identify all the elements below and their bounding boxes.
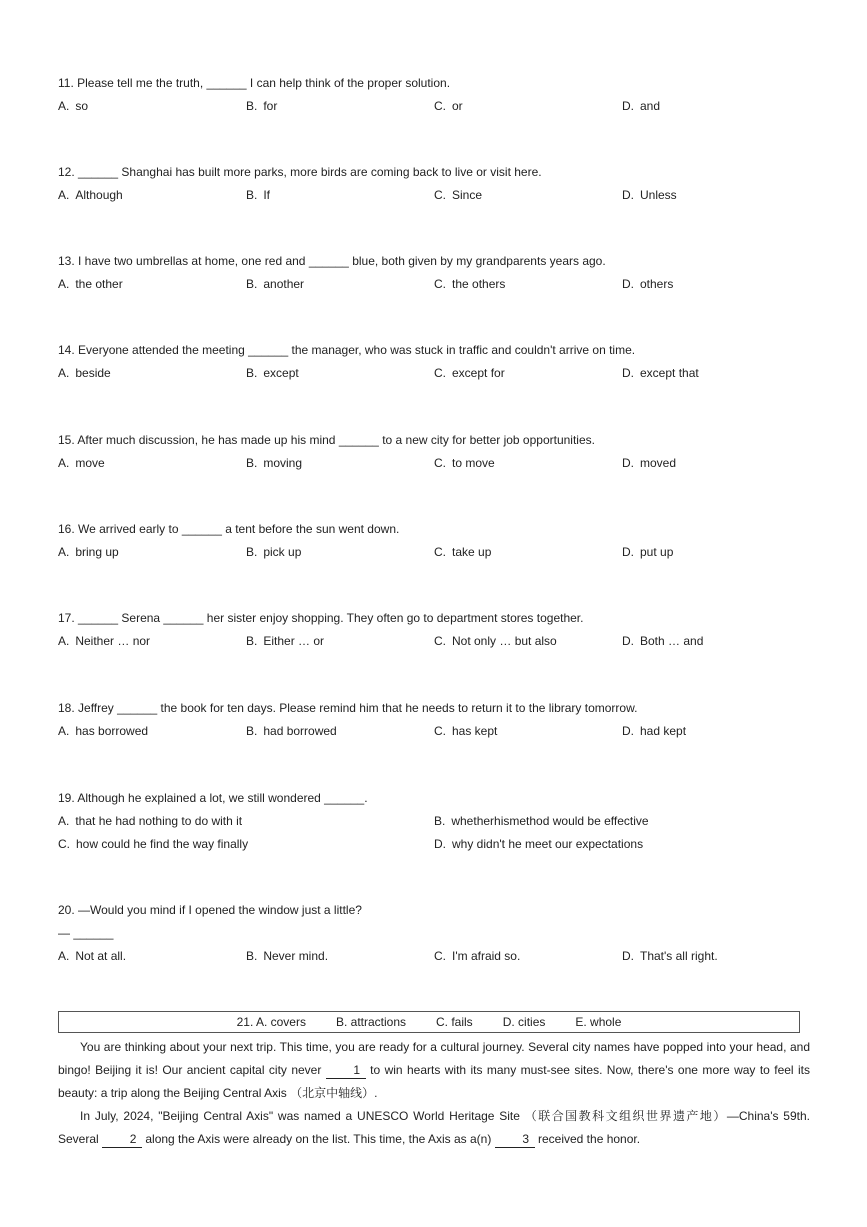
passage-paragraph: In July, 2024, "Beijing Central Axis" was named a UNESCO World Heritage Site （联合国教科文组织世界遗产地）—China's 59th. Several 2 along the Axis were already on the list. This time, the Axis as a(n) 3 received the honor. [58, 1109, 810, 1146]
options-row [58, 948, 818, 964]
options-row [58, 455, 818, 471]
option-c[interactable]: C. except for [434, 366, 505, 380]
question-18 [58, 700, 818, 739]
option-a[interactable]: A. Not at all. [58, 949, 127, 963]
question-stem: 15. After much discussion, he has made up his mind ______ to a new city for better job opportunities. [58, 433, 595, 447]
word-bank-item: 21. A. covers [236, 1015, 306, 1029]
option-c[interactable]: C. or [434, 99, 463, 113]
question-stem: 18. Jeffrey ______ the book for ten days. Please remind him that he needs to return it to the library tomorrow. [58, 701, 638, 715]
option-b[interactable]: B. for [246, 99, 278, 113]
option-a[interactable]: A. the other [58, 277, 123, 291]
option-a[interactable]: A. that he had nothing to do with it [58, 814, 243, 828]
option-b[interactable]: B. whetherhismethod would be effective [434, 814, 649, 828]
option-b[interactable]: B. Never mind. [246, 949, 329, 963]
option-c[interactable]: C. Not only … but also [434, 634, 557, 648]
options-row [58, 365, 818, 381]
option-d[interactable]: D. why didn't he meet our expectations [434, 837, 644, 851]
word-bank-item: C. fails [436, 1015, 473, 1029]
passage-paragraph: You are thinking about your next trip. This time, you are ready for a cultural journey. Several city names have popped into your head, and bingo! Beijing it is! Our ancient capital city never 1 to win hearts with its many must-see sites. Now, there's one more way to feel its beauty: a trip along the Beijing Central Axis （北京中轴线）. [58, 1040, 811, 1100]
options-row [58, 723, 818, 739]
option-b[interactable]: B. moving [246, 456, 303, 470]
question-stem: 20. —Would you mind if I opened the window just a little? [58, 903, 362, 917]
option-d[interactable]: D. moved [622, 456, 677, 470]
word-bank-item: B. attractions [335, 1015, 406, 1029]
options-row [58, 813, 818, 829]
option-d[interactable]: D. others [622, 277, 674, 291]
options-row [58, 187, 818, 203]
question-16 [58, 521, 818, 560]
options-row [58, 544, 818, 560]
question-19 [58, 790, 818, 852]
question-stem: 11. Please tell me the truth, ______ I can help think of the proper solution. [58, 76, 451, 90]
question-stem: 17. ______ Serena ______ her sister enjoy shopping. They often go to department stores together. [58, 611, 584, 625]
option-a[interactable]: A. bring up [58, 545, 119, 559]
dialogue-reply: — ______ [58, 926, 114, 940]
option-c[interactable]: C. the others [434, 277, 506, 291]
option-d[interactable]: D. That's all right. [622, 949, 718, 963]
question-11 [58, 75, 818, 114]
blank-1[interactable]: 1 [326, 1063, 366, 1079]
option-c[interactable]: C. Since [434, 188, 483, 202]
question-20 [58, 902, 818, 964]
question-12 [58, 164, 818, 203]
option-b[interactable]: B. had borrowed [246, 724, 337, 738]
option-b[interactable]: B. If [246, 188, 271, 202]
word-bank-item: D. cities [502, 1015, 546, 1029]
option-c[interactable]: C. how could he find the way finally [58, 837, 249, 851]
option-c[interactable]: C. I'm afraid so. [434, 949, 521, 963]
option-a[interactable]: A. so [58, 99, 89, 113]
question-14 [58, 342, 818, 381]
option-b[interactable]: B. Either … or [246, 634, 325, 648]
option-a[interactable]: A. has borrowed [58, 724, 149, 738]
option-d[interactable]: D. and [622, 99, 661, 113]
options-row [58, 276, 818, 292]
option-a[interactable]: A. beside [58, 366, 111, 380]
blank-3[interactable]: 3 [495, 1132, 535, 1148]
option-d[interactable]: D. had kept [622, 724, 687, 738]
question-stem: 13. I have two umbrellas at home, one red and ______ blue, both given by my grandparents years ago. [58, 254, 606, 268]
option-c[interactable]: C. has kept [434, 724, 498, 738]
options-row [58, 98, 818, 114]
question-17 [58, 610, 818, 649]
options-row [58, 633, 818, 649]
option-a[interactable]: A. move [58, 456, 105, 470]
option-b[interactable]: B. another [246, 277, 305, 291]
option-a[interactable]: A. Although [58, 188, 123, 202]
option-d[interactable]: D. Unless [622, 188, 677, 202]
question-15 [58, 432, 818, 471]
word-bank-box [58, 1011, 800, 1033]
option-d[interactable]: D. Both … and [622, 634, 704, 648]
option-b[interactable]: B. pick up [246, 545, 302, 559]
question-13 [58, 253, 818, 292]
option-a[interactable]: A. Neither … nor [58, 634, 151, 648]
option-c[interactable]: C. to move [434, 456, 495, 470]
question-stem: 19. Although he explained a lot, we still wondered ______. [58, 791, 368, 805]
option-d[interactable]: D. put up [622, 545, 674, 559]
question-stem: 16. We arrived early to ______ a tent before the sun went down. [58, 522, 400, 536]
options-row [58, 836, 818, 852]
question-stem: 12. ______ Shanghai has built more parks, more birds are coming back to live or visit here. [58, 165, 542, 179]
blank-2[interactable]: 2 [102, 1132, 142, 1148]
option-b[interactable]: B. except [246, 366, 299, 380]
option-d[interactable]: D. except that [622, 366, 699, 380]
word-bank-item: E. whole [575, 1015, 622, 1029]
option-c[interactable]: C. take up [434, 545, 492, 559]
reading-passage [58, 1036, 810, 1151]
question-stem: 14. Everyone attended the meeting ______ the manager, who was stuck in traffic and couldn't arrive on time. [58, 343, 636, 357]
